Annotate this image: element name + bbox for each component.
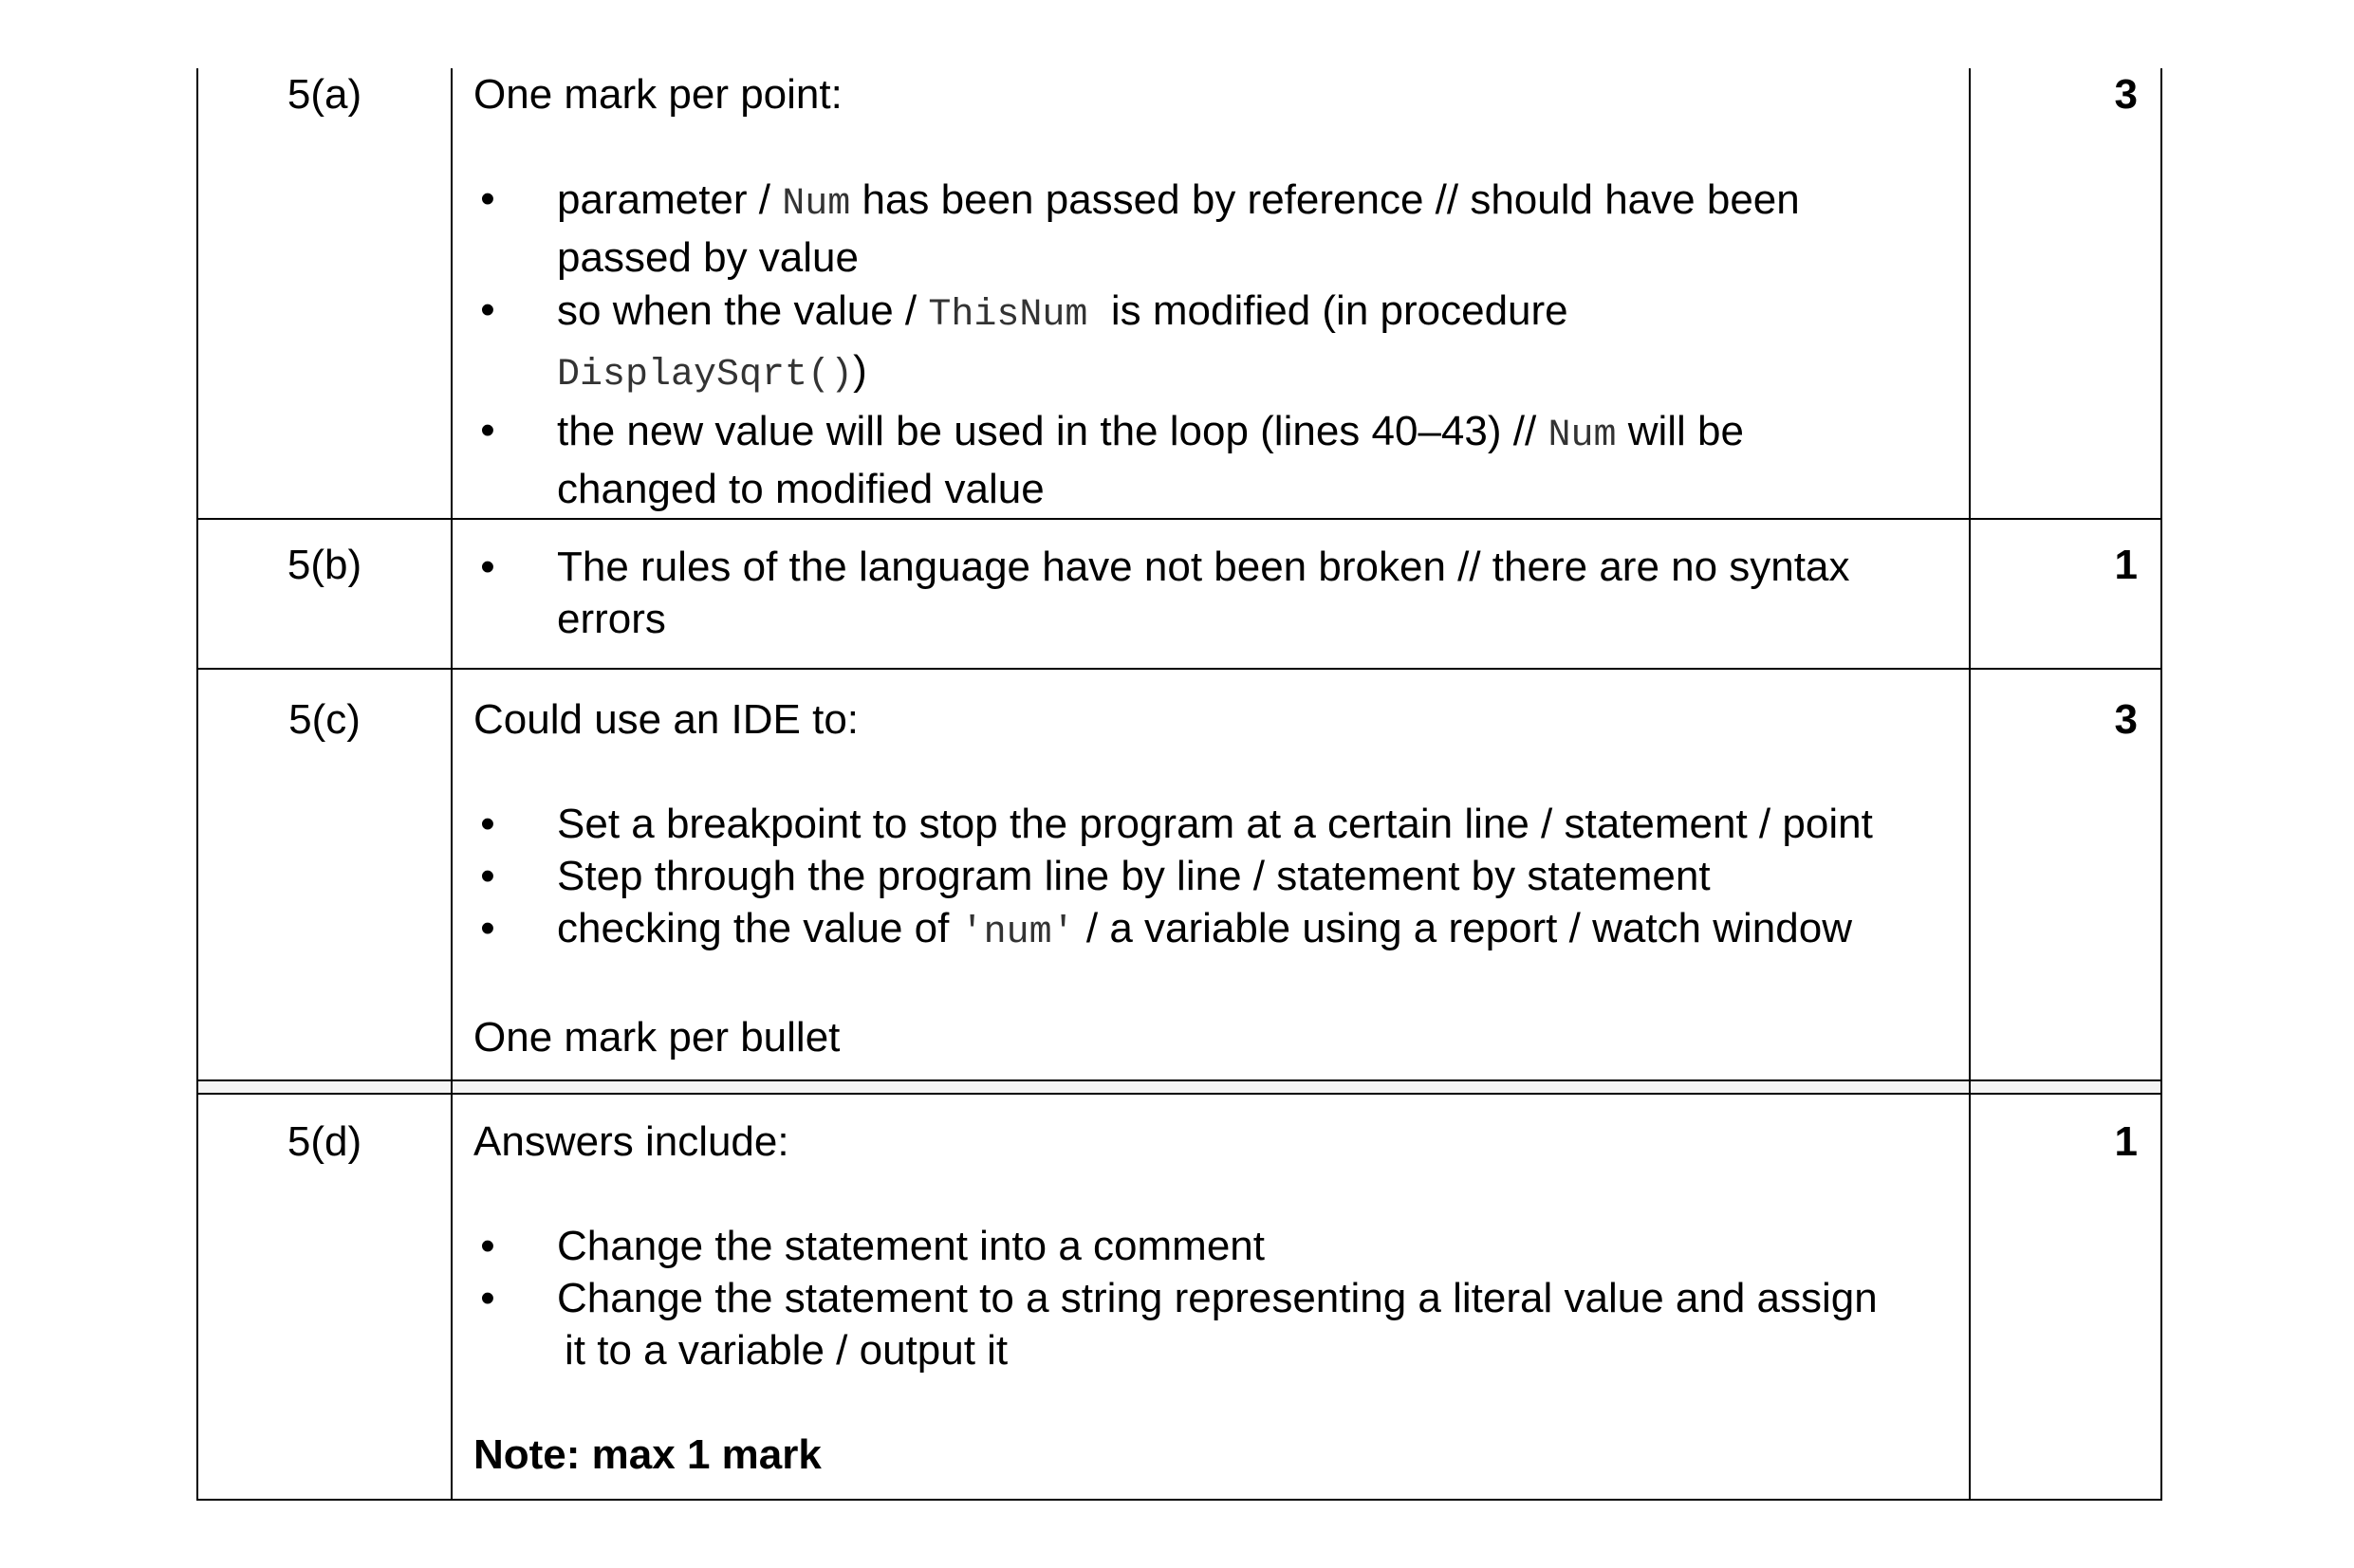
text: ) — [853, 347, 867, 394]
answer-cell — [473, 1095, 1954, 1481]
list-item — [473, 541, 1954, 645]
note-text: Note: max 1 mark — [473, 1431, 822, 1478]
list-item — [473, 173, 1954, 284]
bullet-icon: • — [480, 407, 495, 453]
bullet-icon: • — [480, 1223, 495, 1269]
row-5a — [196, 68, 2162, 520]
column-divider — [451, 520, 453, 668]
bullet-icon: • — [480, 175, 495, 222]
text: passed by value — [557, 234, 859, 281]
text: Set a breakpoint to stop the program at a certain line / statement / point — [557, 801, 1873, 847]
text: The rules of the language have not been broken // there are no syntax — [557, 544, 1850, 590]
list-item — [473, 902, 1954, 959]
question-number: 5(d) — [287, 1118, 362, 1165]
row-5c — [196, 670, 2162, 1081]
list-item — [473, 850, 1954, 902]
mark-scheme-table — [196, 68, 2162, 1501]
bullet-icon: • — [480, 905, 495, 951]
text: it to a variable / output it — [565, 1327, 1009, 1374]
answer-cell — [473, 68, 1954, 515]
footer-text: One mark per bullet — [473, 1014, 841, 1061]
list-item — [473, 798, 1954, 850]
text: has been passed by reference // should have been — [862, 176, 1800, 223]
intro-text: Could use an IDE to: — [473, 696, 860, 743]
question-number: 5(b) — [287, 542, 362, 588]
bullet-list — [473, 541, 1954, 645]
code-text: ThisNum — [928, 294, 1088, 337]
column-divider — [451, 670, 453, 1079]
row-5b — [196, 520, 2162, 670]
list-item — [473, 404, 1954, 515]
answer-cell — [473, 670, 1954, 1063]
code-text: 'num' — [960, 912, 1075, 954]
column-divider — [1969, 520, 1971, 668]
text: / a variable using a report / watch window — [1085, 905, 1852, 951]
code-text: Num — [782, 183, 851, 226]
text: errors — [557, 596, 666, 642]
bullet-list — [473, 173, 1954, 515]
list-item — [473, 284, 1954, 404]
marks-value: 1 — [2114, 1118, 2138, 1165]
column-divider — [451, 68, 453, 518]
bullet-list — [473, 798, 1954, 959]
text: will be — [1627, 408, 1744, 454]
text: Change the statement to a string representing a literal value and assign — [557, 1275, 1878, 1321]
text: Step through the program line by line / statement by statement — [557, 853, 1711, 899]
marks-value: 1 — [2114, 542, 2138, 588]
question-number: 5(a) — [287, 71, 362, 118]
text: parameter / — [557, 176, 770, 223]
column-divider — [1969, 1095, 1971, 1499]
code-text: DisplaySqrt() — [557, 354, 854, 397]
column-divider — [1969, 1081, 1971, 1093]
text: the new value will be used in the loop (lines 40–43) // — [557, 408, 1537, 454]
text: Change the statement into a comment — [557, 1223, 1265, 1269]
list-item — [473, 1220, 1954, 1272]
column-divider — [1969, 68, 1971, 518]
bullet-icon: • — [480, 544, 495, 590]
column-divider — [451, 1081, 453, 1093]
answer-cell — [473, 520, 1954, 645]
bullet-list — [473, 1220, 1954, 1376]
marks-value: 3 — [2114, 71, 2138, 118]
text: is modified (in procedure — [1110, 287, 1568, 334]
row-separator — [196, 1081, 2162, 1095]
question-number: 5(c) — [288, 696, 361, 743]
bullet-icon: • — [480, 1275, 495, 1321]
bullet-icon: • — [480, 801, 495, 847]
intro-text: One mark per point: — [473, 71, 843, 118]
marks-value: 3 — [2114, 696, 2138, 743]
text: so when the value / — [557, 287, 918, 334]
bullet-icon: • — [480, 853, 495, 899]
code-text: Num — [1548, 415, 1617, 457]
text: checking the value of — [557, 905, 950, 951]
list-item — [473, 1272, 1954, 1376]
row-5d — [196, 1095, 2162, 1501]
text: changed to modified value — [557, 466, 1045, 512]
intro-text: Answers include: — [473, 1118, 789, 1165]
column-divider — [451, 1095, 453, 1499]
column-divider — [1969, 670, 1971, 1079]
bullet-icon: • — [480, 286, 495, 333]
